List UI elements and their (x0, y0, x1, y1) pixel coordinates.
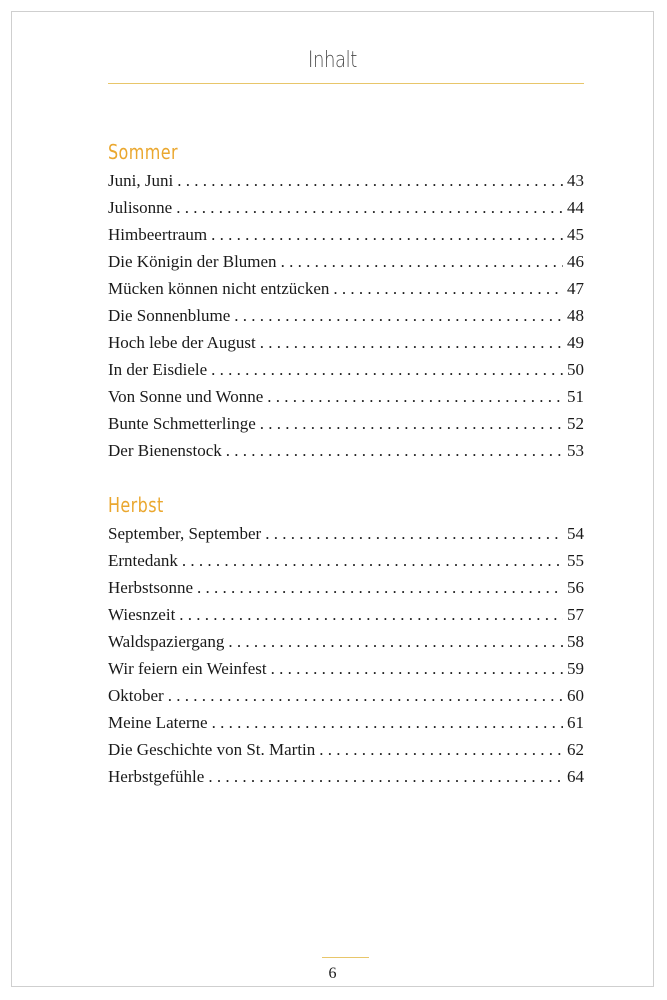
toc-entry-title: Oktober (108, 686, 164, 705)
toc-entry[interactable] (108, 520, 584, 547)
toc-entry[interactable] (108, 547, 584, 574)
toc-entry[interactable] (108, 275, 584, 302)
toc-entry-title: Von Sonne und Wonne (108, 387, 264, 406)
toc-entry-title: Meine Laterne (108, 713, 208, 732)
toc-entry-title: Juni, Juni (108, 171, 174, 190)
leader-dots (176, 194, 563, 221)
toc-section-herbst (108, 491, 584, 790)
toc-entry[interactable] (108, 601, 584, 628)
toc-entry[interactable] (108, 709, 584, 736)
toc-entry[interactable] (108, 329, 584, 356)
leader-dots (271, 655, 563, 682)
toc-entry-title: Herbstgefühle (108, 767, 205, 786)
toc-entry-page: 64 (567, 767, 584, 786)
toc-entry-page: 49 (567, 333, 584, 352)
toc-entry[interactable] (108, 167, 584, 194)
leader-dots (211, 356, 563, 383)
leader-dots (333, 275, 563, 302)
title-divider (108, 83, 584, 84)
toc-list-herbst (108, 520, 584, 790)
toc-entry-title: Julisonne (108, 198, 173, 217)
toc-entry[interactable] (108, 628, 584, 655)
toc-entry[interactable] (108, 248, 584, 275)
toc-entry-page: 44 (567, 198, 584, 217)
toc-entry-title: Die Sonnenblume (108, 306, 231, 325)
toc-entry-title: Wir feiern ein Weinfest (108, 659, 267, 678)
leader-dots (226, 437, 563, 464)
toc-entry-title: Die Königin der Blumen (108, 252, 277, 271)
toc-entry-page: 45 (567, 225, 584, 244)
leader-dots (260, 329, 563, 356)
toc-entry-title: September, September (108, 524, 262, 543)
toc-entry-page: 56 (567, 578, 584, 597)
leader-dots (212, 709, 563, 736)
leader-dots (208, 763, 563, 790)
toc-entry-page: 53 (567, 441, 584, 460)
toc-entry[interactable] (108, 736, 584, 763)
toc-entry-title: Hoch lebe der August (108, 333, 256, 352)
page-number: 6 (328, 965, 337, 982)
leader-dots (179, 601, 563, 628)
page-title: Inhalt (308, 48, 357, 73)
leader-dots (281, 248, 563, 275)
toc-entry[interactable] (108, 221, 584, 248)
toc-entry-page: 46 (567, 252, 584, 271)
toc-entry-page: 60 (567, 686, 584, 705)
toc-entry-page: 52 (567, 414, 584, 433)
toc-entry-title: Der Bienenstock (108, 441, 222, 460)
toc-entry-title: Waldspaziergang (108, 632, 225, 651)
leader-dots (168, 682, 563, 709)
toc-entry[interactable] (108, 410, 584, 437)
toc-entry-page: 57 (567, 605, 584, 624)
leader-dots (265, 520, 563, 547)
leader-dots (197, 574, 563, 601)
section-heading-sommer: Sommer (108, 140, 178, 164)
page (11, 11, 654, 987)
footer-divider (322, 957, 369, 958)
leader-dots (182, 547, 563, 574)
toc-entry-page: 43 (567, 171, 584, 190)
toc-entry[interactable] (108, 356, 584, 383)
toc-entry[interactable] (108, 682, 584, 709)
toc-entry-title: Die Geschichte von St. Martin (108, 740, 316, 759)
toc-entry-page: 58 (567, 632, 584, 651)
toc-entry[interactable] (108, 194, 584, 221)
section-heading-herbst: Herbst (108, 493, 164, 517)
toc-entry-page: 61 (567, 713, 584, 732)
toc-entry[interactable] (108, 763, 584, 790)
toc-entry[interactable] (108, 574, 584, 601)
toc-entry-title: In der Eisdiele (108, 360, 208, 379)
leader-dots (211, 221, 563, 248)
toc-entry[interactable] (108, 302, 584, 329)
toc-entry-page: 48 (567, 306, 584, 325)
toc-entry-page: 50 (567, 360, 584, 379)
toc-entry-title: Herbstsonne (108, 578, 193, 597)
toc-entry[interactable] (108, 655, 584, 682)
toc-entry-title: Wiesnzeit (108, 605, 176, 624)
leader-dots (177, 167, 563, 194)
toc-entry[interactable] (108, 437, 584, 464)
toc-section-sommer (108, 138, 584, 464)
toc-entry-title: Bunte Schmetterlinge (108, 414, 256, 433)
toc-list-sommer (108, 167, 584, 464)
leader-dots (234, 302, 563, 329)
leader-dots (228, 628, 563, 655)
toc-entry-page: 62 (567, 740, 584, 759)
leader-dots (319, 736, 563, 763)
toc-entry-page: 47 (567, 279, 584, 298)
leader-dots (260, 410, 563, 437)
toc-entry[interactable] (108, 383, 584, 410)
toc-entry-page: 51 (567, 387, 584, 406)
toc-entry-title: Erntedank (108, 551, 178, 570)
toc-entry-page: 59 (567, 659, 584, 678)
toc-entry-page: 55 (567, 551, 584, 570)
leader-dots (267, 383, 563, 410)
toc-entry-page: 54 (567, 524, 584, 543)
toc-entry-title: Mücken können nicht entzücken (108, 279, 330, 298)
toc-entry-title: Himbeertraum (108, 225, 208, 244)
